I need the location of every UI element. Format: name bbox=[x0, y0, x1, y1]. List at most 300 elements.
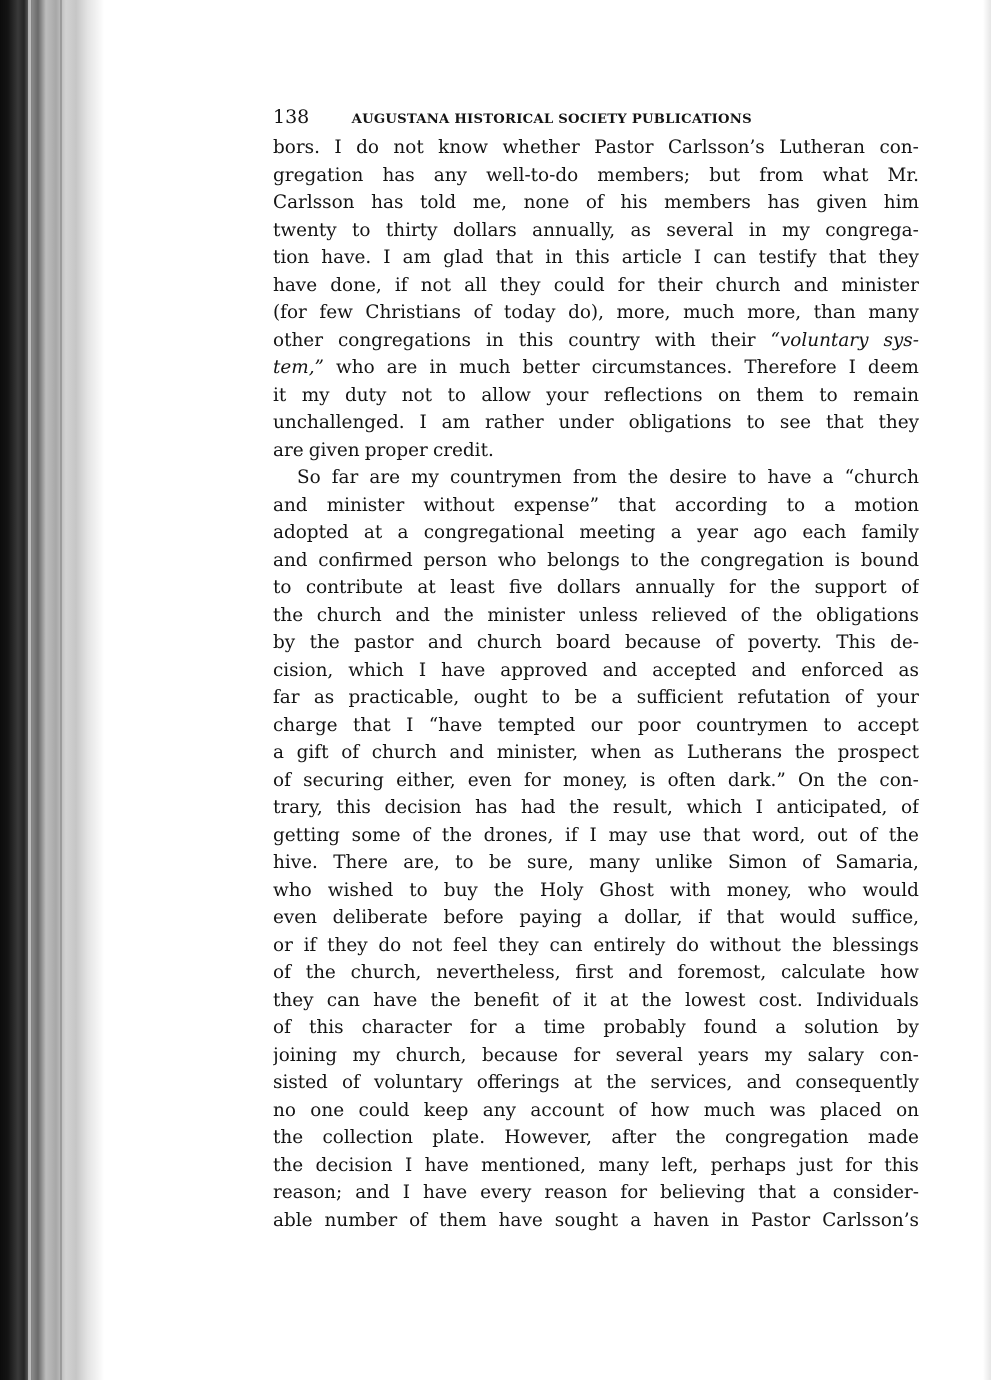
word: be bbox=[488, 852, 512, 873]
word: the bbox=[309, 632, 340, 653]
word: and bbox=[628, 962, 663, 983]
word: the bbox=[770, 577, 801, 598]
word: more, bbox=[747, 302, 802, 323]
word: unchallenged. bbox=[273, 412, 405, 433]
word: practicable, bbox=[348, 687, 460, 708]
word: number bbox=[324, 1209, 398, 1231]
word: a bbox=[597, 907, 609, 928]
word: they bbox=[273, 989, 314, 1011]
word: not bbox=[411, 934, 443, 956]
word: I bbox=[589, 824, 597, 846]
word: thirty bbox=[385, 219, 438, 241]
word: of bbox=[409, 1209, 428, 1231]
word: am bbox=[402, 247, 432, 268]
word: this bbox=[575, 247, 610, 268]
text-line bbox=[273, 382, 919, 410]
text-line bbox=[273, 684, 919, 712]
word: under bbox=[558, 412, 614, 433]
word: a bbox=[514, 1017, 526, 1038]
word: as bbox=[630, 219, 651, 241]
word: me, bbox=[472, 192, 507, 213]
text-line bbox=[273, 492, 919, 520]
word: year bbox=[696, 522, 739, 543]
word: minister, bbox=[496, 742, 579, 763]
word: congregation bbox=[724, 1127, 849, 1148]
text-line bbox=[273, 1207, 919, 1235]
word: accept bbox=[857, 714, 919, 736]
word: has bbox=[382, 164, 415, 186]
word: con- bbox=[879, 137, 919, 158]
word: tem,” bbox=[273, 357, 324, 378]
word: poverty. bbox=[747, 632, 822, 653]
word: to bbox=[455, 852, 474, 873]
word: countrymen bbox=[449, 467, 562, 488]
word: I bbox=[402, 1182, 411, 1203]
word: when bbox=[590, 742, 642, 763]
word: can bbox=[549, 934, 583, 956]
word: of bbox=[552, 989, 571, 1011]
word: congregations bbox=[337, 329, 471, 351]
word: minister bbox=[487, 604, 565, 626]
word: lowest bbox=[684, 989, 746, 1011]
word: every bbox=[480, 1182, 532, 1203]
word: if bbox=[698, 907, 711, 928]
word: at bbox=[417, 577, 436, 598]
word: to bbox=[786, 494, 806, 516]
word: it bbox=[273, 384, 287, 406]
word: they bbox=[878, 247, 919, 268]
text-line bbox=[273, 409, 919, 437]
text-line bbox=[273, 1097, 919, 1125]
word: more, bbox=[616, 302, 671, 323]
word: a bbox=[824, 494, 836, 516]
word: my bbox=[411, 467, 439, 488]
word: This bbox=[836, 632, 876, 653]
word: gift bbox=[296, 742, 329, 763]
word: de- bbox=[890, 632, 919, 653]
word: after bbox=[611, 1127, 657, 1148]
word: if bbox=[394, 274, 408, 296]
word: glad bbox=[443, 247, 484, 268]
word: a bbox=[397, 522, 409, 543]
word: I bbox=[404, 1154, 413, 1176]
word: of bbox=[901, 577, 919, 598]
word: character bbox=[361, 1017, 452, 1038]
text-line bbox=[273, 904, 919, 932]
word: no bbox=[273, 1099, 296, 1121]
word: by bbox=[273, 632, 296, 653]
word: in bbox=[485, 329, 504, 351]
word: told bbox=[420, 192, 457, 213]
word: in bbox=[429, 357, 448, 378]
word: they bbox=[500, 274, 541, 296]
word: joining bbox=[273, 1044, 337, 1066]
word: circumstances. bbox=[591, 357, 733, 378]
text-line bbox=[273, 464, 919, 492]
word: the bbox=[443, 604, 474, 626]
word: be bbox=[574, 687, 598, 708]
word: cision, bbox=[273, 659, 334, 681]
word: for bbox=[620, 1182, 648, 1203]
word: have bbox=[423, 1182, 468, 1203]
word: article bbox=[621, 247, 682, 268]
word: So bbox=[297, 467, 321, 488]
word: are bbox=[369, 467, 400, 488]
word: this bbox=[884, 1154, 919, 1176]
word: as bbox=[898, 659, 919, 681]
word: of bbox=[273, 962, 291, 983]
word: if bbox=[303, 934, 317, 956]
word: congregation bbox=[700, 549, 825, 571]
word: unlike bbox=[655, 852, 713, 873]
word: who bbox=[497, 549, 537, 571]
word: tempted bbox=[497, 714, 576, 736]
word: for bbox=[729, 577, 756, 598]
word: dark.” bbox=[727, 769, 786, 791]
word: keep bbox=[423, 1099, 469, 1121]
word: five bbox=[509, 577, 543, 598]
word: them bbox=[756, 384, 804, 406]
word: There bbox=[333, 852, 388, 873]
text-line bbox=[273, 437, 919, 465]
word: paying bbox=[519, 907, 582, 928]
word: Mr. bbox=[887, 164, 919, 186]
body-text bbox=[273, 134, 919, 1234]
word: approved bbox=[500, 659, 588, 681]
word: members bbox=[664, 192, 751, 213]
word: the bbox=[888, 824, 919, 846]
word: that bbox=[618, 494, 656, 516]
word: charge bbox=[273, 714, 338, 736]
word: to bbox=[819, 384, 838, 406]
word: believing bbox=[660, 1182, 746, 1203]
word: for bbox=[469, 1017, 497, 1038]
word: able bbox=[273, 1209, 313, 1231]
word: ago bbox=[753, 522, 788, 543]
word: tion bbox=[273, 247, 310, 268]
word: deem bbox=[867, 357, 919, 378]
word: relieved bbox=[651, 604, 727, 626]
word: trary, bbox=[273, 797, 323, 818]
word: I bbox=[693, 247, 702, 268]
word: know bbox=[438, 137, 488, 158]
word: do bbox=[356, 137, 379, 158]
word: given bbox=[308, 439, 360, 461]
word: was bbox=[769, 1099, 806, 1121]
word: sought bbox=[554, 1209, 619, 1231]
word: that bbox=[702, 824, 741, 846]
text-line bbox=[273, 354, 919, 382]
word: con- bbox=[879, 769, 919, 791]
word: the bbox=[430, 989, 461, 1011]
text-line bbox=[273, 162, 919, 190]
word: church bbox=[715, 274, 781, 296]
page-edge-shadow bbox=[983, 0, 991, 1380]
word: and bbox=[273, 549, 308, 571]
word: On bbox=[797, 769, 825, 791]
word: my bbox=[301, 384, 330, 406]
word: done, bbox=[330, 274, 382, 296]
text-line bbox=[273, 932, 919, 960]
word: with bbox=[669, 879, 711, 901]
word: and bbox=[746, 1072, 782, 1093]
word: a bbox=[775, 1017, 787, 1038]
word: for bbox=[617, 274, 645, 296]
page-number: 138 bbox=[273, 106, 310, 128]
word: but bbox=[709, 164, 741, 186]
word: before bbox=[443, 907, 504, 928]
word: today bbox=[503, 302, 556, 323]
word: refutation bbox=[737, 687, 831, 708]
word: for bbox=[523, 769, 551, 791]
word: credit. bbox=[432, 439, 494, 461]
word: my bbox=[352, 1044, 381, 1066]
word: probably bbox=[603, 1017, 686, 1038]
word: each bbox=[802, 522, 847, 543]
word: of bbox=[412, 824, 431, 846]
word: church, bbox=[350, 962, 422, 983]
word: anticipated, bbox=[776, 797, 888, 818]
word: cost. bbox=[758, 989, 803, 1011]
word: Simon bbox=[727, 852, 787, 873]
word: could bbox=[553, 274, 605, 296]
word: for bbox=[845, 1154, 872, 1176]
word: made bbox=[867, 1127, 919, 1148]
word: deliberate bbox=[332, 907, 428, 928]
word: one bbox=[310, 1099, 345, 1121]
word: had bbox=[520, 797, 556, 818]
word: accepted bbox=[652, 659, 737, 681]
word: to bbox=[746, 412, 765, 433]
word: reason; bbox=[273, 1182, 343, 1203]
word: voluntary bbox=[374, 1072, 463, 1093]
word: would bbox=[862, 879, 919, 901]
word: decision bbox=[384, 797, 462, 818]
word: have bbox=[441, 659, 486, 681]
word: and bbox=[793, 274, 829, 296]
word: my bbox=[764, 1044, 793, 1066]
word: I bbox=[755, 797, 763, 818]
word: I bbox=[418, 659, 427, 681]
word: several bbox=[615, 1044, 683, 1066]
word: the bbox=[659, 549, 690, 571]
text-line bbox=[273, 767, 919, 795]
word: suffice, bbox=[851, 907, 919, 928]
word: much bbox=[703, 1099, 756, 1121]
word: years bbox=[698, 1044, 749, 1066]
word: none bbox=[523, 192, 570, 213]
text-line bbox=[273, 244, 919, 272]
word: Pastor bbox=[594, 137, 654, 158]
word: sys- bbox=[883, 329, 919, 351]
word: congrega- bbox=[825, 219, 919, 241]
text-line bbox=[273, 1124, 919, 1152]
word: “voluntary bbox=[770, 329, 869, 351]
word: Carlsson’s bbox=[822, 1209, 919, 1231]
word: a bbox=[273, 742, 284, 763]
word: money, bbox=[726, 879, 792, 901]
word: much bbox=[683, 302, 735, 323]
text-line bbox=[273, 1069, 919, 1097]
word: foremost, bbox=[677, 962, 767, 983]
word: them bbox=[439, 1209, 487, 1231]
word: Ghost bbox=[599, 879, 654, 901]
word: the bbox=[772, 604, 803, 626]
word: hive. bbox=[273, 852, 318, 873]
word: decision bbox=[315, 1154, 393, 1176]
text-line bbox=[273, 299, 919, 327]
word: consider- bbox=[832, 1182, 919, 1203]
word: allow bbox=[481, 384, 531, 406]
word: drones, bbox=[483, 824, 554, 846]
word: not bbox=[401, 384, 433, 406]
word: to bbox=[541, 687, 561, 708]
word: of bbox=[341, 1072, 360, 1093]
word: would bbox=[779, 907, 837, 928]
word: even bbox=[273, 907, 318, 928]
word: plate. bbox=[432, 1127, 486, 1148]
word: support bbox=[814, 577, 887, 598]
word: who bbox=[335, 357, 375, 378]
word: him bbox=[883, 192, 919, 213]
word: which bbox=[686, 797, 743, 818]
word: it bbox=[583, 989, 597, 1011]
word: that bbox=[726, 907, 765, 928]
word: and bbox=[602, 659, 638, 681]
word: family bbox=[861, 522, 919, 543]
text-line bbox=[273, 519, 919, 547]
word: that bbox=[828, 247, 867, 268]
word: haven bbox=[653, 1209, 710, 1231]
word: in bbox=[721, 1209, 739, 1231]
word: Therefore bbox=[744, 357, 837, 378]
word: of bbox=[901, 797, 919, 818]
word: meeting bbox=[579, 522, 656, 543]
text-line bbox=[273, 849, 919, 877]
word: desire bbox=[669, 467, 727, 488]
word: reason bbox=[544, 1182, 608, 1203]
word: of bbox=[341, 742, 360, 763]
word: better bbox=[522, 357, 580, 378]
word: offerings bbox=[476, 1072, 560, 1093]
text-line bbox=[273, 1179, 919, 1207]
word: and bbox=[355, 1182, 390, 1203]
word: ought bbox=[473, 687, 528, 708]
word: just bbox=[798, 1154, 833, 1176]
word: word, bbox=[752, 824, 806, 846]
word: have bbox=[373, 989, 418, 1011]
word: first bbox=[575, 962, 614, 983]
word: consequently bbox=[795, 1072, 919, 1093]
word: how bbox=[880, 962, 919, 983]
word: of bbox=[618, 1099, 637, 1121]
word: out bbox=[817, 824, 848, 846]
word: wished bbox=[327, 879, 394, 901]
text-line bbox=[273, 877, 919, 905]
word: your bbox=[876, 687, 919, 708]
word: a bbox=[808, 1182, 820, 1203]
word: this bbox=[336, 797, 371, 818]
word: However, bbox=[504, 1127, 592, 1148]
word: and bbox=[449, 742, 484, 763]
word: in bbox=[748, 219, 767, 241]
word: I bbox=[383, 247, 391, 268]
text-line bbox=[273, 189, 919, 217]
word: and bbox=[427, 632, 463, 653]
word: given bbox=[816, 192, 868, 213]
word: without bbox=[423, 494, 495, 516]
word: who bbox=[807, 879, 847, 901]
word: by bbox=[896, 1017, 919, 1038]
word: have bbox=[498, 1209, 543, 1231]
text-line bbox=[273, 987, 919, 1015]
word: person bbox=[423, 549, 488, 571]
spine-crease-dark bbox=[60, 0, 62, 1380]
word: much bbox=[459, 357, 511, 378]
word: the bbox=[305, 962, 336, 983]
word: at bbox=[573, 1072, 593, 1093]
word: expense” bbox=[513, 494, 600, 516]
word: money, bbox=[562, 769, 628, 791]
word: any bbox=[482, 1099, 516, 1121]
word: the bbox=[837, 769, 868, 791]
word: many bbox=[598, 1154, 650, 1176]
word: placed bbox=[820, 1099, 882, 1121]
word: all bbox=[464, 274, 487, 296]
word: remain bbox=[853, 384, 919, 406]
word: am bbox=[441, 412, 471, 433]
word: are bbox=[386, 357, 418, 378]
word: calculate bbox=[781, 962, 866, 983]
word: of bbox=[859, 824, 878, 846]
word: whether bbox=[502, 137, 580, 158]
text-line bbox=[273, 272, 919, 300]
text-line bbox=[273, 602, 919, 630]
word: of bbox=[273, 769, 291, 791]
word: other bbox=[273, 329, 323, 351]
word: they bbox=[878, 412, 919, 433]
running-head bbox=[273, 98, 919, 134]
word: on bbox=[896, 1099, 919, 1121]
word: Lutherans bbox=[686, 742, 783, 763]
word: poor bbox=[637, 714, 681, 736]
word: solution bbox=[804, 1017, 879, 1038]
word: adopted bbox=[273, 522, 349, 543]
word: nevertheless, bbox=[436, 962, 561, 983]
word: that bbox=[353, 714, 391, 736]
text-line bbox=[273, 822, 919, 850]
word: can bbox=[326, 989, 360, 1011]
text-line bbox=[273, 629, 919, 657]
word: salary bbox=[807, 1044, 864, 1066]
word: has bbox=[767, 192, 800, 213]
word: often bbox=[667, 769, 716, 791]
word: with bbox=[654, 329, 696, 351]
word: duty bbox=[344, 384, 387, 406]
word: because bbox=[624, 632, 702, 653]
word: motion bbox=[854, 494, 919, 516]
word: what bbox=[822, 164, 869, 186]
word: from bbox=[759, 164, 804, 186]
word: pastor bbox=[354, 632, 414, 653]
word: services, bbox=[650, 1072, 733, 1093]
word: unless bbox=[578, 604, 638, 626]
word: at bbox=[609, 989, 629, 1011]
word: a bbox=[822, 467, 834, 488]
word: buy bbox=[443, 879, 478, 901]
word: Holy bbox=[540, 879, 584, 901]
word: our bbox=[590, 714, 623, 736]
